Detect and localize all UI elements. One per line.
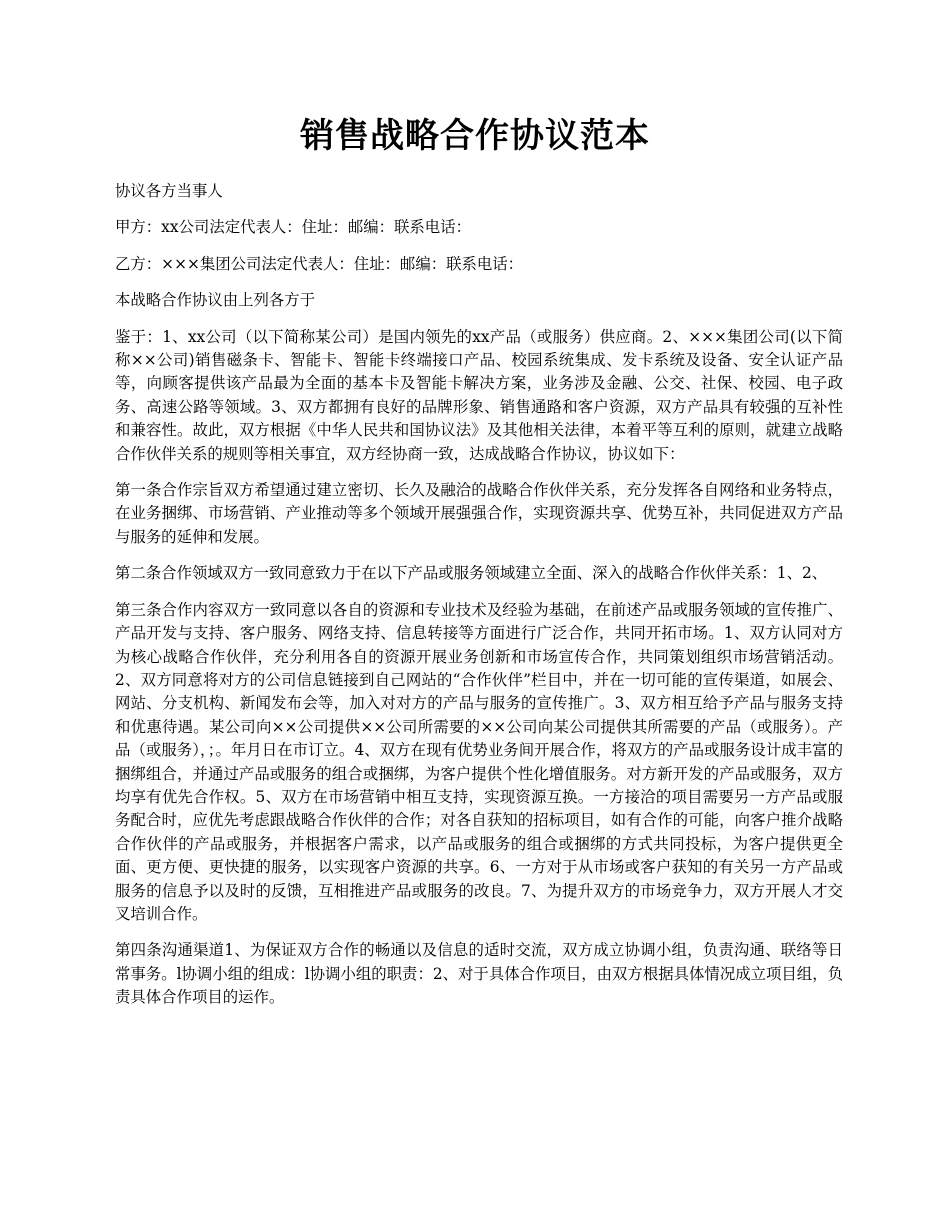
party-a-line: 甲方：xx公司法定代表人：住址：邮编：联系电话： — [115, 218, 471, 237]
article-2-paragraph: 第二条合作领域双方一致同意致力于在以下产品或服务领域建立全面、深入的战略合作伙伴关系：1、2、 — [115, 564, 828, 583]
document-body — [115, 180, 843, 1023]
article-4-paragraph: 第四条沟通渠道1、为保证双方合作的畅通以及信息的适时交流，双方成立协调小组，负责沟通、联络等日常事务。l协调小组的组成：l协调小组的职责：2、对于具体合作项目，由双方根据具体情况成立项目组，负责具体合作项目的运作。 — [115, 941, 843, 1007]
party-b-line: 乙方：×××集团公司法定代表人：住址：邮编：联系电话： — [115, 254, 524, 273]
agreement-intro: 本战略合作协议由上列各方于 — [115, 291, 316, 310]
article-1-paragraph: 第一条合作宗旨双方希望通过建立密切、长久及融洽的战略合作伙伴关系，充分发挥各自网络和业务特点，在业务捆绑、市场营销、产业推动等多个领域开展强强合作，实现资源共享、优势互补，共同促进双方产品与服务的延伸和发展。 — [115, 481, 843, 546]
article-3-paragraph: 第三条合作内容双方一致同意以各自的资源和专业技术及经验为基础，在前述产品或服务领域的宣传推广、产品开发与支持、客户服务、网络支持、信息转接等方面进行广泛合作，共同开拓市场。1、双方认同对方为核心战略合作伙伴，充分利用各自的资源开展业务创新和市场宣传合作，共同策划组织市场营销活动。2、双方同意将对方的公司信息链接到自己网站的“合作伙伴”栏目中，并在一切可能的宣传渠道，如展会、网站、分支机构、新闻发布会等，加入对对方的产品与服务的宣传推广。3、双方相互给予产品与服务支持和优惠待遇。某公司向××公司提供××公司所需要的××公司向某公司提供其所需要的产品（或服务）。产品（或服务），；。年月日在市订立。4、双方在现有优势业务间开展合作，将双方的产品或服务设计成丰富的捆绑组合，并通过产品或服务的组合或捆绑，为客户提供个性化增值服务。对方新开发的产品或服务，双方均享有优先合作权。5、双方在市场营销中相互支持，实现资源互换。一方接洽的项目需要另一方产品或服务配合时，应优先考虑跟战略合作伙伴的合作；对各自获知的招标项目，如有合作的可能，向客户推介战略合作伙伴的产品或服务，并根据客户需求，以产品或服务的组合或捆绑的方式共同投标，为客户提供更全面、更方便、更快捷的服务，以实现客户资源的共享。6、一方对于从市场或客户获知的有关另一方产品或服务的信息予以及时的反馈，互相推进产品或服务的改良。7、为提升双方的市场竞争力，双方开展人才交叉培训合作。 — [115, 600, 843, 923]
document-title: 销售战略合作协议范本 — [300, 116, 650, 156]
whereas-paragraph: 鉴于：1、xx公司（以下简称某公司）是国内领先的xx产品（或服务）供应商。2、×××集团公司(以下简称××公司)销售磁条卡、智能卡、智能卡终端接口产品、校园系统集成、发卡系统及设备、安全认证产品等，向顾客提供该产品最为全面的基本卡及智能卡解决方案，业务涉及金融、公交、社保、校园、电子政务、高速公路等领域。3、双方都拥有良好的品牌形象、销售通路和客户资源，双方产品具有较强的互补性和兼容性。故此，双方根据《中华人民共和国协议法》及其他相关法律，本着平等互利的原则，就建立战略合作伙伴关系的规则等相关事宜，双方经协商一致，达成战略合作协议，协议如下： — [115, 327, 843, 463]
parties-heading: 协议各方当事人 — [115, 182, 223, 200]
